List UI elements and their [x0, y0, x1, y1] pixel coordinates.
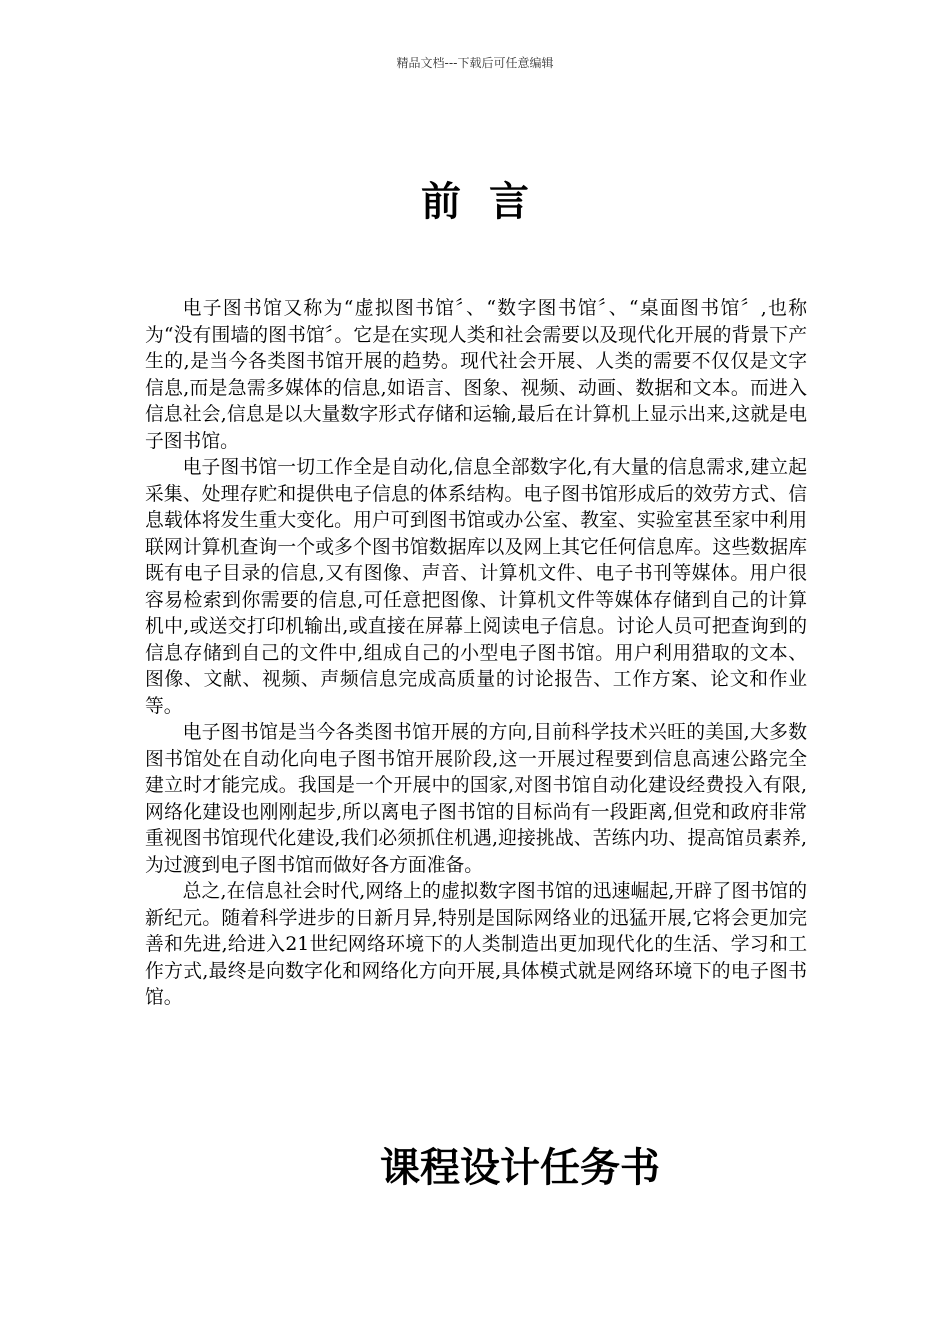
paragraph: 总之,在信息社会时代,网络上的虚拟数字图书馆的迅速崛起,开辟了图书馆的新纪元。随着科学进步的日新月异,特别是国际网络业的迅猛开展,它将会更加完善和先进,给进入21世纪网络环境下的人类制造出更加现代化的生活、学习和工作方式,最终是向数字化和网络化方向开展,具体模式就是网络环境下的电子图书馆。: [145, 881, 807, 1008]
paragraph: 电子图书馆是当今各类图书馆开展的方向,目前科学技术兴旺的美国,大多数图书馆处在自动化向电子图书馆开展阶段,这一开展过程要到信息高速公路完全建立时才能完成。我国是一个开展中的国家,对图书馆自动化建设经费投入有限,网络化建设也刚刚起步,所以离电子图书馆的目标尚有一段距离,但党和政府非常重视图书馆现代化建设,我们必须抓住机遇,迎接挑战、苦练内功、提高馆员素养,为过渡到电子图书馆而做好各方面准备。: [145, 722, 807, 876]
page-header: 精品文档---下载后可任意编辑: [396, 56, 554, 70]
paragraph: 电子图书馆又称为“虚拟图书馆〞、“数字图书馆〞、“桌面图书馆〞,也称为“没有围墙的图书馆〞。它是在实现人类和社会需要以及现代化开展的背景下产生的,是当今各类图书馆开展的趋势。现代社会开展、人类的需要不仅仅是文字信息,而是急需多媒体的信息,如语言、图象、视频、动画、数据和文本。而进入信息社会,信息是以大量数字形式存储和运输,最后在计算机上显示出来,这就是电子图书馆。: [145, 298, 807, 452]
task-title: 课程设计任务书: [380, 1145, 660, 1191]
preface-body: [145, 296, 807, 1012]
paragraph: 电子图书馆一切工作全是自动化,信息全部数字化,有大量的信息需求,建立起采集、处理存贮和提供电子信息的体系结构。电子图书馆形成后的效劳方式、信息载体将发生重大变化。用户可到图书馆或办公室、教室、实验室甚至家中利用联网计算机查询一个或多个图书馆数据库以及网上其它任何信息库。这些数据库既有电子目录的信息,又有图像、声音、计算机文件、电子书刊等媒体。用户很容易检索到你需要的信息,可任意把图像、计算机文件等媒体存储到自己的计算机中,或送交打印机输出,或直接在屏幕上阅读电子信息。讨论人员可把查询到的信息存储到自己的文件中,组成自己的小型电子图书馆。用户利用猎取的文本、图像、文献、视频、声频信息完成高质量的讨论报告、工作方案、论文和作业等。: [145, 457, 807, 717]
preface-title: 前言: [421, 178, 557, 225]
